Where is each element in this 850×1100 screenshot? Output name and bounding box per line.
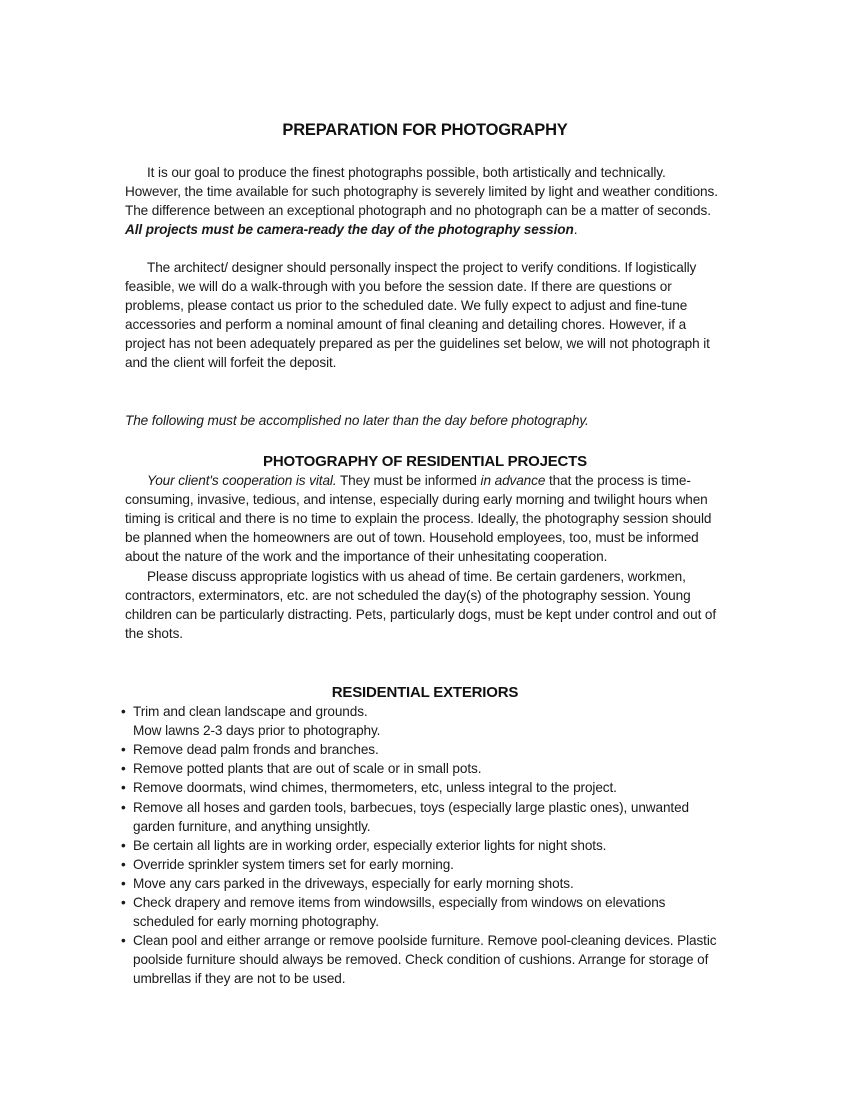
exteriors-checklist [121, 702, 725, 988]
list-item: • Remove potted plants that are out of scale or in small pots. [121, 759, 725, 778]
residential-projects-section [125, 452, 725, 643]
list-item: • Move any cars parked in the driveways, especially for early morning shots. [121, 874, 725, 893]
list-item: • Be certain all lights are in working order, especially exterior lights for night shots. [121, 836, 725, 855]
bullet-icon: • [121, 704, 126, 720]
list-item: • Check drapery and remove items from windowsills, especially from windows on elevations scheduled for early morning photography. [121, 895, 666, 930]
bullet-icon: • [121, 856, 126, 872]
camera-ready-emphasis: All projects must be camera-ready the day of the photography session [125, 222, 574, 238]
logistics-paragraph: Please discuss appropriate logistics with us ahead of time. Be certain gardeners, workmen, contractors, exterminators, etc. are not scheduled the day(s) of the photography session. Young children can be particularly distracting. Pets, particularly dogs, must be kept under control and out of the shots. [125, 568, 717, 641]
list-item: • Override sprinkler system timers set for early morning. [121, 855, 725, 874]
page-title: PREPARATION FOR PHOTOGRAPHY [282, 121, 568, 139]
bullet-icon: • [121, 837, 126, 853]
intro-paragraph: It is our goal to produce the finest photographs possible, both artistically and technically. However, the time available for such photography is severely limited by light and weather conditions. The difference between an exceptional photograph and no photograph can be a matter of seconds. [125, 165, 718, 219]
list-item: • Remove doormats, wind chimes, thermometers, etc, unless integral to the project. [121, 778, 725, 797]
section-heading: RESIDENTIAL EXTERIORS [331, 684, 519, 701]
bullet-icon: • [121, 933, 126, 949]
bullet-icon: • [121, 761, 126, 777]
bullet-icon: • [121, 895, 126, 911]
section-heading: PHOTOGRAPHY OF RESIDENTIAL PROJECTS [263, 453, 587, 470]
deadline-section [125, 411, 725, 430]
bullet-icon: • [121, 799, 126, 815]
deadline-note: The following must be accomplished no later than the day before photography. [125, 413, 589, 428]
list-item: • Trim and clean landscape and grounds. Mow lawns 2-3 days prior to photography. [121, 704, 381, 739]
intro-section [125, 163, 725, 239]
bullet-icon: • [121, 780, 126, 796]
cooperation-paragraph: Your client's cooperation is vital. They must be informed in advance that the process is time-consuming, invasive, tedious, and intense, especially during early morning and twilight hours when timing is critical and there is no time to explain the process. Ideally, the photography session should be planned when the homeowners are out of town. Household employees, too, must be informed about the nature of the work and the importance of their unhesitating cooperation. [125, 473, 712, 565]
list-item-subnote: Mow lawns 2-3 days prior to photography. [133, 723, 381, 739]
inspection-paragraph: The architect/ designer should personally inspect the project to verify conditions. If logistically feasible, we will do a walk-through with you before the session date. If there are questions or problems, please contact us prior to the scheduled date. We fully expect to adjust and fine-tune accessories and perform a nominal amount of final cleaning and detailing chores. However, if a project has not been adequately prepared as per the guidelines set below, we will not photograph it and the client will forfeit the deposit. [125, 260, 710, 371]
list-item: • Clean pool and either arrange or remove poolside furniture. Remove pool-cleaning devices. Plastic poolside furniture should always be removed. Check condition of cushions. Arrange for storage of umbrellas if they are not to be used. [121, 933, 717, 987]
camera-ready-notice: All projects must be camera-ready the day of the photography session. [125, 222, 578, 238]
bullet-icon: • [121, 742, 126, 758]
list-item: • Remove dead palm fronds and branches. [121, 740, 725, 759]
list-item: • Remove all hoses and garden tools, barbecues, toys (especially large plastic ones), unwanted garden furniture, and anything unsightly. [121, 799, 690, 834]
bullet-icon: • [121, 875, 126, 891]
inspection-section [125, 258, 725, 373]
residential-exteriors-section [121, 683, 725, 989]
